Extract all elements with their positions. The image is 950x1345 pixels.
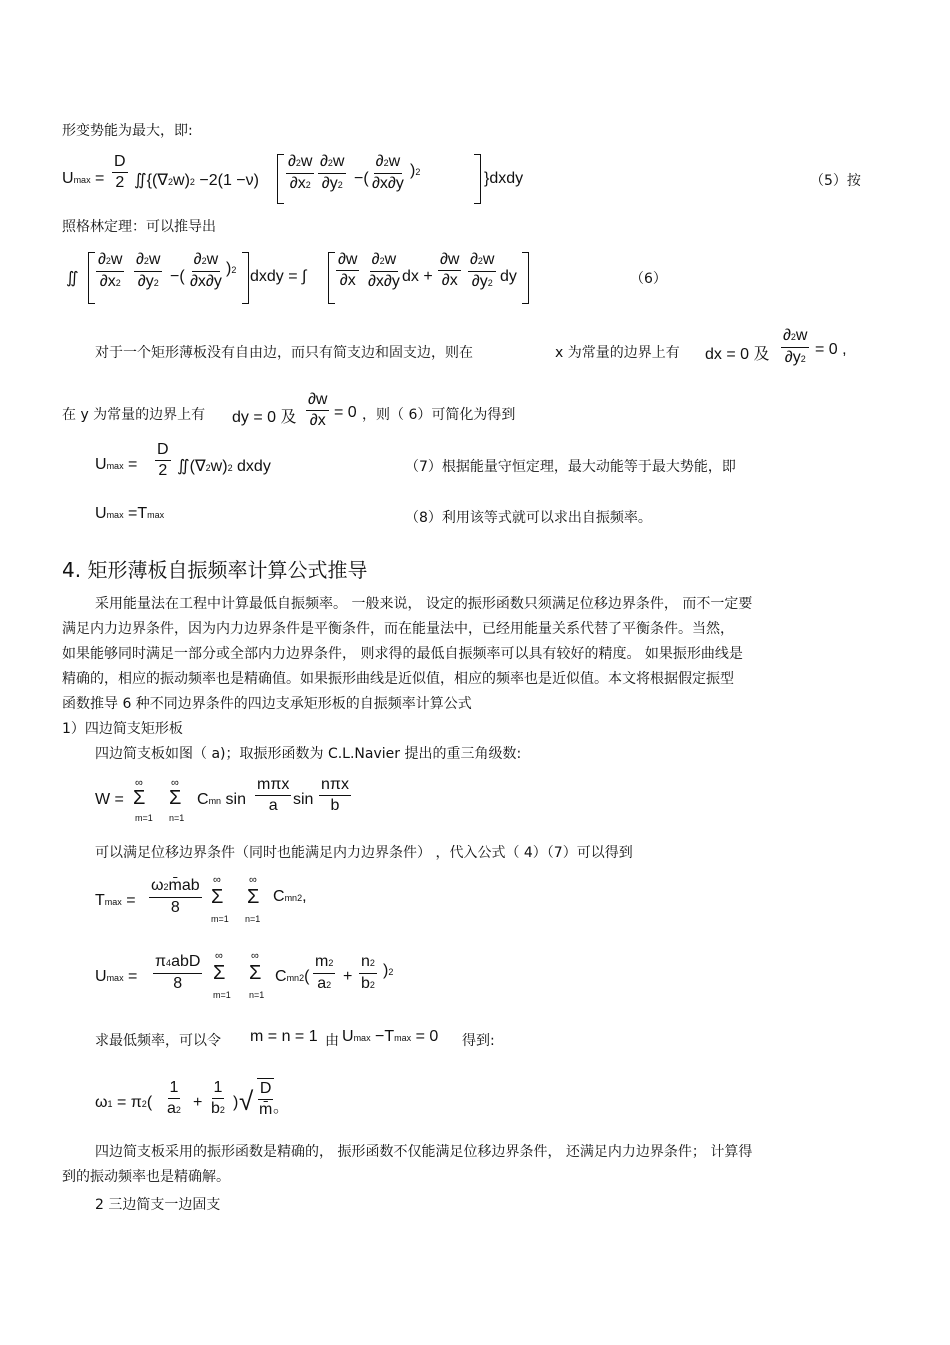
paragraph-line: 采用能量法在工程中计算最低自振频率。 一般来说， 设定的振形函数只须满足位移边界条件， 而不一定要 [95,596,753,612]
equation-6-tag: （6） [630,271,667,287]
boundary-text-2b: ，则（ 6）可简化为得到 [362,407,516,423]
intro-text: 形变势能为最大，即: [62,123,193,139]
list-item-2: 2 三边简支一边固支 [95,1197,221,1213]
boundary-text-1b: x 为常量的边界上有 [555,345,680,361]
energy-balance: Umax −Tmax = 0 [342,1028,439,1045]
list-item-1: 1）四边简支矩形板 [62,721,183,737]
equation-8-tag: （8）利用该等式就可以求出自振频率。 [405,510,652,526]
lowest-frequency-text-a: 求最低频率，可以令 [95,1033,221,1049]
paragraph-line: 满足内力边界条件，因为内力边界条件是平衡条件，而在能量法中，已经用能量关系代替了平衡条件。当然， [62,621,734,637]
equation-8: Umax =Tmax [95,505,165,522]
equation-5-tag: （5）按 [810,173,861,189]
lowest-frequency-text-b: 由 [325,1033,339,1049]
paragraph-line: 精确的，相应的振动频率也是精确值。如果振形曲线是近似值，相应的频率也是近似值。本文将根据假定振型 [62,671,734,687]
paragraph-line: 函数推导 6 种不同边界条件的四边支承矩形板的自振频率计算公式 [62,696,472,712]
list-item-1-description: 四边简支板如图（ a)；取振形函数为 C.L.Navier 提出的重三角级数: [95,746,522,762]
paragraph-line: 如果能够同时满足一部分或全部内力边界条件， 则求得的最低自振频率可以具有较好的精度。 如果振形曲线是 [62,646,743,662]
mn-equals-one: m = n = 1 [250,1028,318,1045]
conclusion-line: 到的振动频率也是精确解。 [62,1169,230,1185]
section-title: 4. 矩形薄板自振频率计算公式推导 [62,558,368,582]
equation-7-tag: （7）根据能量守恒定理，最大动能等于最大势能，即 [405,459,736,475]
satisfy-text: 可以满足位移边界条件（同时也能满足内力边界条件） ，代入公式（ 4）（7）可以得到 [95,845,633,861]
lowest-frequency-text-c: 得到: [462,1033,495,1049]
boundary-text-2a: 在 y 为常量的边界上有 [62,407,206,423]
conclusion-line: 四边简支板采用的振形函数是精确的， 振形函数不仅能满足位移边界条件， 还满足内力边界条件； 计算得 [95,1144,753,1160]
boundary-text-1a: 对于一个矩形薄板没有自由边，而只有简支边和固支边，则在 [95,345,473,361]
green-theorem-text: 照格林定理：可以推导出 [62,219,216,235]
